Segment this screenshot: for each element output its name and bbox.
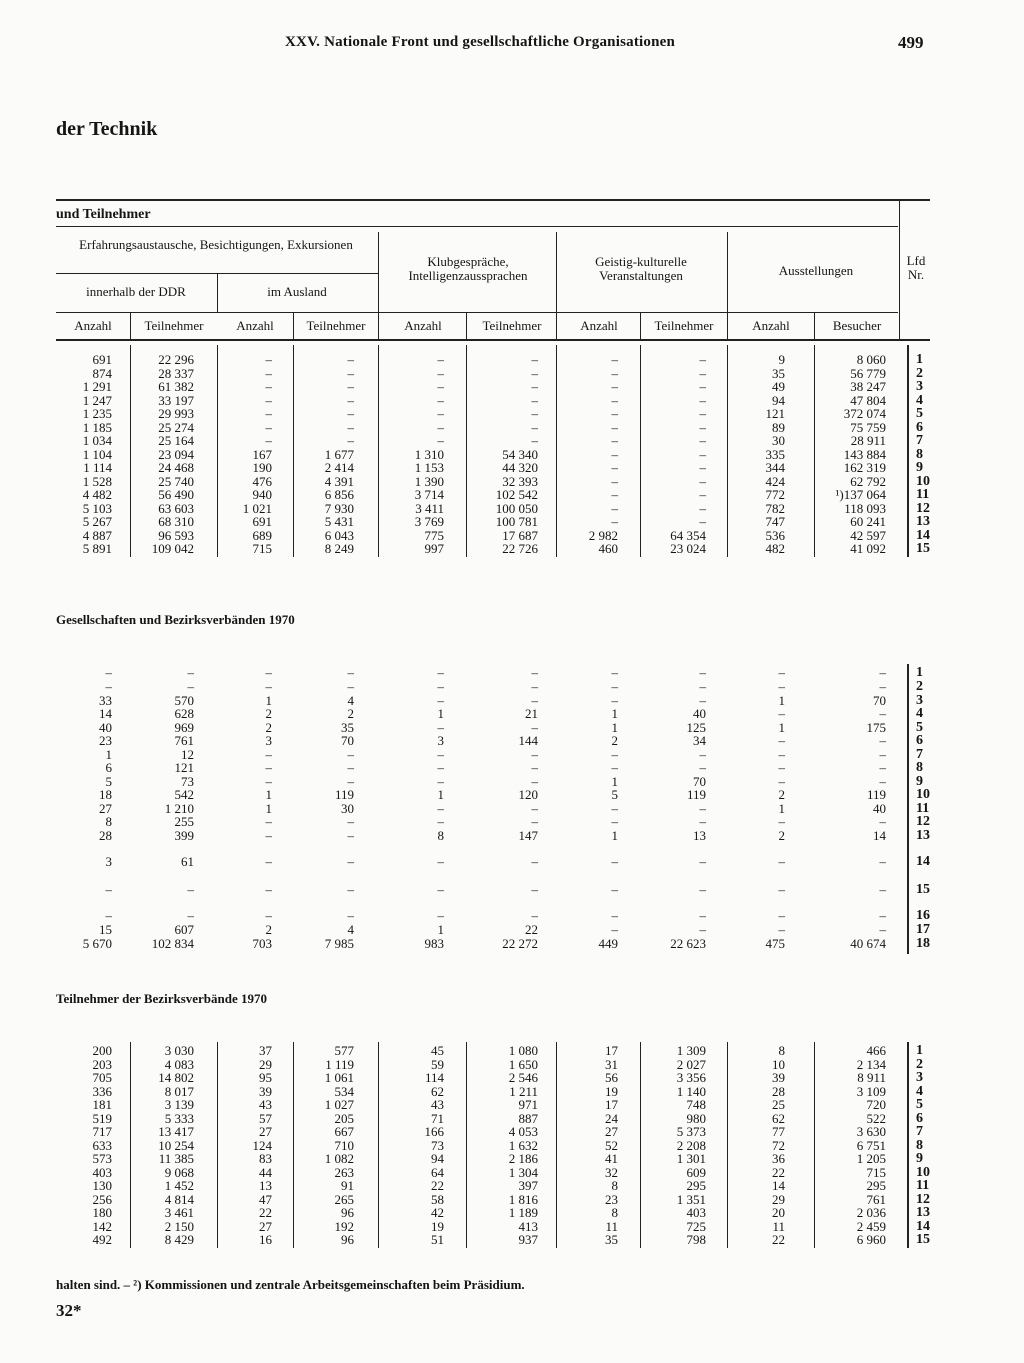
group-separator-3 [727, 232, 728, 340]
s2-cell: 34 [693, 733, 706, 748]
section3-title: Teilnehmer der Bezirksverbände 1970 [56, 991, 268, 1006]
s2-cell: 7 985 [324, 936, 354, 951]
s2-rownum: 8 [916, 760, 923, 775]
s2-cell: – [879, 747, 886, 762]
s3-col-9: 8 10 39 28 25 62 77 72 36 22 14 29 20 11 22 [772, 1043, 785, 1247]
s2-cell: 14 [99, 706, 112, 721]
sheet-signature: 32* [56, 1301, 82, 1320]
s2-cell: 570 [174, 693, 194, 708]
s2-cell: – [611, 882, 618, 897]
s2-cell: – [531, 760, 538, 775]
s2-cell: 255 [174, 814, 194, 829]
s2-cell: – [699, 922, 706, 937]
s2-cell: – [778, 854, 785, 869]
s2-cell: – [778, 665, 785, 680]
col-header-teilnehmer-4: Teilnehmer [654, 318, 714, 333]
s2-cell: 23 [99, 733, 112, 748]
s2-cell: – [437, 814, 444, 829]
s2-cell: – [778, 706, 785, 721]
s2-cell: – [437, 908, 444, 923]
s2-cell: – [437, 854, 444, 869]
s2-cell: – [187, 908, 194, 923]
s2-cell: 1 [611, 706, 618, 721]
s2-cell: – [265, 882, 272, 897]
s2-cell: – [879, 922, 886, 937]
s1-col-anzahl-ausstellung: 9 35 49 94 121 89 30 335 344 424 772 782 747 536 482 [765, 352, 785, 556]
s2-cell: 1 [437, 787, 444, 802]
s1-col-anzahl-kultur: – – – – – – – – – – – – – 2 982 460 [588, 352, 618, 556]
s2-cell: – [437, 747, 444, 762]
s2-cell: – [531, 774, 538, 789]
s2-cell: – [611, 908, 618, 923]
s2-cell: – [699, 854, 706, 869]
s2-cell: 2 [265, 720, 272, 735]
col-header-anzahl-2: Anzahl [236, 318, 274, 333]
s1-col-teilnehmer-ddr: 22 296 28 337 61 382 33 197 29 993 25 274 25 164 23 094 24 468 25 740 56 490 63 603 68 310 96 593 109 042 [151, 352, 194, 556]
s2-cell: – [879, 774, 886, 789]
s2-cell: – [778, 679, 785, 694]
s2-rownum: 9 [916, 774, 923, 789]
s2-cell: 61 [181, 854, 194, 869]
group-separator-1 [378, 232, 379, 340]
s2-rownum: 2 [916, 679, 923, 694]
header-erfahrungsaustausche: Erfahrungsaustausche, Besichtigungen, Exkursionen [79, 237, 353, 252]
s1-col-anzahl-ddr: 691 874 1 291 1 247 1 235 1 185 1 034 1 104 1 114 1 528 4 482 5 103 5 267 4 887 5 891 [82, 352, 112, 556]
s2-cell: – [437, 665, 444, 680]
s2-cell: – [699, 679, 706, 694]
s2-cell: 8 [437, 828, 444, 843]
s2-cell: – [437, 720, 444, 735]
s2-cell: 1 [265, 693, 272, 708]
subheader-rule [56, 312, 898, 313]
s2-cell: – [879, 882, 886, 897]
s2-rownum: 16 [916, 908, 930, 923]
s2-cell: 13 [693, 828, 706, 843]
s2-cell: 1 [611, 774, 618, 789]
s2-cell: 449 [598, 936, 618, 951]
s2-cell: – [265, 774, 272, 789]
s2-cell: – [611, 679, 618, 694]
s2-cell: – [879, 706, 886, 721]
s2-cell: – [778, 733, 785, 748]
s2-cell: – [265, 679, 272, 694]
s2-cell: – [879, 908, 886, 923]
s2-cell: 12 [181, 747, 194, 762]
s2-rownum: 4 [916, 706, 923, 721]
s2-cell: – [105, 665, 112, 680]
col-header-anzahl-5: Anzahl [752, 318, 790, 333]
s2-cell: – [531, 693, 538, 708]
s2-cell: – [531, 908, 538, 923]
s2-cell: – [879, 760, 886, 775]
s2-cell: 3 [105, 854, 112, 869]
s2-cell: 18 [99, 787, 112, 802]
s1-col-anzahl-klub: – – – – – – – 1 310 1 153 1 390 3 714 3 411 3 769 775 997 [414, 352, 444, 556]
s2-cell: 2 [611, 733, 618, 748]
s2-cell: 4 [347, 922, 354, 937]
header-klubgespraeche: Klubgespräche, Intelligenzaussprachen [408, 254, 528, 283]
group1-sub-separator [217, 274, 218, 312]
s2-rownum: 1 [916, 665, 923, 680]
s2-cell: 119 [686, 787, 706, 802]
table-caption: und Teilnehmer [56, 207, 151, 222]
col-header-teilnehmer-3: Teilnehmer [482, 318, 542, 333]
s1-col-teilnehmer-klub: – – – – – – – 54 340 44 320 32 393 102 542 100 050 100 781 17 687 22 726 [495, 352, 538, 556]
s2-cell: 70 [693, 774, 706, 789]
s2-cell: 144 [518, 733, 538, 748]
s2-cell: – [347, 814, 354, 829]
s2-cell: – [699, 801, 706, 816]
s2-cell: – [611, 760, 618, 775]
s2-cell: 1 [437, 706, 444, 721]
col-header-anzahl-1: Anzahl [74, 318, 112, 333]
s2-cell: – [531, 882, 538, 897]
s2-cell: 969 [174, 720, 194, 735]
s3-col-5: 45 59 114 62 43 71 166 73 94 64 22 58 42 19 51 [424, 1043, 444, 1247]
s2-cell: 983 [424, 936, 444, 951]
s2-cell: – [265, 665, 272, 680]
s2-cell: 4 [347, 693, 354, 708]
s1-col-anzahl-ausland: – – – – – – – 167 190 476 940 1 021 691 689 715 [242, 352, 272, 556]
s2-cell: – [265, 828, 272, 843]
s2-cell: 1 [265, 801, 272, 816]
s2-cell: 5 670 [82, 936, 112, 951]
s2-cell: – [347, 854, 354, 869]
s3-col-10: 466 2 134 8 911 3 109 720 522 3 630 6 751 1 205 715 295 761 2 036 2 459 6 960 [856, 1043, 886, 1247]
s2-cell: – [611, 814, 618, 829]
group-separator-2 [556, 232, 557, 340]
s2-cell: – [778, 908, 785, 923]
s2-cell: 30 [341, 801, 354, 816]
s2-cell: 2 [778, 828, 785, 843]
s2-rownum: 13 [916, 828, 930, 843]
s2-cell: 2 [347, 706, 354, 721]
col-header-teilnehmer-2: Teilnehmer [306, 318, 366, 333]
s2-cell: 40 [873, 801, 886, 816]
col-header-besucher: Besucher [832, 318, 882, 333]
s2-cell: 2 [265, 922, 272, 937]
s2-cell: – [347, 774, 354, 789]
s2-rownum: 14 [916, 854, 930, 869]
s2-cell: – [437, 774, 444, 789]
s2-rownum: 15 [916, 882, 930, 897]
running-head: XXV. Nationale Front und gesellschaftliche Organisationen [285, 34, 676, 50]
s2-cell: 175 [866, 720, 886, 735]
s2-cell: – [437, 693, 444, 708]
s2-cell: 2 [265, 706, 272, 721]
s2-cell: 119 [866, 787, 886, 802]
s3-col-8: 1 309 2 027 3 356 1 140 748 980 5 373 2 208 1 301 609 295 1 351 403 725 798 [676, 1043, 706, 1247]
s2-cell: 14 [873, 828, 886, 843]
s2-cell: 628 [174, 706, 194, 721]
s2-cell: 120 [518, 787, 538, 802]
s2-cell: 70 [341, 733, 354, 748]
s2-cell: – [879, 814, 886, 829]
lfd-separator [899, 200, 900, 340]
s2-cell: – [699, 747, 706, 762]
s2-cell: – [105, 679, 112, 694]
s2-cell: – [778, 760, 785, 775]
s2-rownum: 11 [916, 801, 930, 816]
table-top-rule [56, 199, 930, 201]
s2-cell: – [531, 801, 538, 816]
s2-cell: – [778, 922, 785, 937]
s2-cell: – [699, 882, 706, 897]
s3-col-7: 17 31 56 19 17 24 27 52 41 32 8 23 8 11 35 [605, 1043, 618, 1247]
s2-cell: – [265, 908, 272, 923]
s2-cell: 1 [611, 828, 618, 843]
s2-cell: 102 834 [151, 936, 194, 951]
s2-cell: – [347, 760, 354, 775]
s2-cell: – [778, 774, 785, 789]
s2-cell: 6 [105, 760, 112, 775]
s2-cell: – [879, 679, 886, 694]
s2-cell: – [611, 665, 618, 680]
s2-rownum: 6 [916, 733, 923, 748]
page-heading: der Technik [56, 118, 158, 140]
s2-rownum: 7 [916, 747, 923, 762]
s2-cell: 40 [99, 720, 112, 735]
s2-cell: – [105, 908, 112, 923]
s2-cell: – [105, 882, 112, 897]
s2-cell: – [437, 801, 444, 816]
s2-cell: 542 [174, 787, 194, 802]
s2-cell: 1 [778, 720, 785, 735]
s2-cell: 15 [99, 922, 112, 937]
s2-cell: – [531, 747, 538, 762]
s2-cell: 761 [174, 733, 194, 748]
s2-cell: – [699, 760, 706, 775]
s2-rownum: 5 [916, 720, 923, 735]
s2-rownum: 10 [916, 787, 930, 802]
s2-cell: – [778, 814, 785, 829]
s2-cell: 399 [174, 828, 194, 843]
s2-cell: – [347, 908, 354, 923]
header-lfd-nr: Lfd Nr. [906, 253, 926, 282]
s2-cell: 33 [99, 693, 112, 708]
s2-rownum: 3 [916, 693, 923, 708]
s2-cell: – [265, 854, 272, 869]
s2-cell: 1 210 [164, 801, 194, 816]
header-geistig-kulturelle: Geistig-kulturelle Veranstaltungen [595, 254, 687, 283]
s2-rownum: 12 [916, 814, 930, 829]
s2-cell: 73 [181, 774, 194, 789]
s2-cell: – [879, 733, 886, 748]
s2-cell: 22 272 [502, 936, 538, 951]
header-bottom-rule [56, 339, 930, 341]
s3-col-1: 200 203 705 336 181 519 717 633 573 403 130 256 180 142 492 [92, 1043, 112, 1247]
s2-cell: 40 [693, 706, 706, 721]
s2-cell: – [347, 828, 354, 843]
s2-rownum: 17 [916, 922, 930, 937]
s2-rownum: 18 [916, 936, 930, 951]
s2-cell: – [778, 882, 785, 897]
s2-cell: – [611, 922, 618, 937]
caption-rule [56, 226, 898, 227]
s2-cell: – [347, 665, 354, 680]
s2-cell: – [265, 760, 272, 775]
s2-cell: 1 [611, 720, 618, 735]
s2-cell: – [437, 679, 444, 694]
s2-cell: 3 [265, 733, 272, 748]
s2-cell: – [187, 882, 194, 897]
s2-cell: 119 [334, 787, 354, 802]
s3-col-2: 3 030 4 083 14 802 8 017 3 139 5 333 13 417 10 254 11 385 9 068 1 452 4 814 3 461 2 150 8 429 [158, 1043, 194, 1247]
s2-cell: – [699, 814, 706, 829]
s2-cell: – [531, 854, 538, 869]
s2-cell: – [265, 747, 272, 762]
s2-cell: 22 [525, 922, 538, 937]
s3-col-6: 1 080 1 650 2 546 1 211 971 887 4 053 1 632 2 186 1 304 397 1 816 1 189 413 937 [508, 1043, 538, 1247]
col-header-anzahl-4: Anzahl [580, 318, 618, 333]
s3-col-3: 37 29 95 39 43 57 27 124 83 44 13 47 22 27 16 [252, 1043, 272, 1247]
s2-cell: 22 623 [670, 936, 706, 951]
s2-cell: 147 [518, 828, 538, 843]
s2-cell: – [778, 747, 785, 762]
s2-cell: 1 [437, 922, 444, 937]
s2-cell: 125 [686, 720, 706, 735]
s2-cell: 607 [174, 922, 194, 937]
s2-cell: 1 [105, 747, 112, 762]
s2-cell: 5 [611, 787, 618, 802]
s1-rownums: 1 2 3 4 5 6 7 8 9 10 11 12 13 14 15 [916, 352, 930, 556]
s2-cell: 1 [778, 801, 785, 816]
s1-col-teilnehmer-kultur: – – – – – – – – – – – – – 64 354 23 024 [670, 352, 706, 556]
header-innerhalb-ddr: innerhalb der DDR [86, 284, 186, 299]
s2-cell: 121 [174, 760, 194, 775]
page-number: 499 [898, 33, 924, 52]
section2-title: Gesellschaften und Bezirksverbänden 1970 [56, 612, 295, 627]
s2-cell: – [187, 679, 194, 694]
s2-cell: – [699, 665, 706, 680]
s2-cell: 40 674 [850, 936, 886, 951]
header-im-ausland: im Ausland [267, 284, 327, 299]
s2-cell: 21 [525, 706, 538, 721]
s2-cell: – [437, 882, 444, 897]
s3-rownums: 1 2 3 4 5 6 7 8 9 10 11 12 13 14 15 [916, 1043, 930, 1247]
s2-cell: – [531, 720, 538, 735]
s2-cell: – [187, 665, 194, 680]
s2-cell: 2 [778, 787, 785, 802]
s2-cell: 1 [778, 693, 785, 708]
s2-cell: – [611, 693, 618, 708]
s2-cell: – [699, 908, 706, 923]
s2-cell: 3 [437, 733, 444, 748]
s2-cell: – [437, 760, 444, 775]
s2-cell: – [531, 665, 538, 680]
col-header-teilnehmer-1: Teilnehmer [144, 318, 204, 333]
s2-cell: – [347, 747, 354, 762]
s2-cell: – [879, 854, 886, 869]
s2-cell: 8 [105, 814, 112, 829]
s2-cell: 703 [252, 936, 272, 951]
s2-cell: – [611, 747, 618, 762]
s2-cell: – [611, 801, 618, 816]
col-header-anzahl-3: Anzahl [404, 318, 442, 333]
s2-cell: – [347, 679, 354, 694]
s2-cell: 35 [341, 720, 354, 735]
s2-cell: 5 [105, 774, 112, 789]
s2-cell: 70 [873, 693, 886, 708]
s1-col-teilnehmer-ausland: – – – – – – – 1 677 2 414 4 391 6 856 7 930 5 431 6 043 8 249 [324, 352, 354, 556]
s2-cell: – [265, 814, 272, 829]
s2-cell: 1 [265, 787, 272, 802]
s2-cell: – [347, 882, 354, 897]
s2-cell: – [531, 814, 538, 829]
s2-cell: 475 [765, 936, 785, 951]
s3-col-4: 577 1 119 1 061 534 1 027 205 667 710 1 082 263 91 265 96 192 96 [324, 1043, 354, 1247]
footnote: halten sind. – ²) Kommissionen und zentrale Arbeitsgemeinschaften beim Präsidium. [56, 1277, 525, 1292]
s2-cell: – [531, 679, 538, 694]
s1-col-besucher: 8 060 56 779 38 247 47 804 372 074 75 759 28 911 143 884 162 319 62 792 ¹)137 064 118 093 60 241 42 597 41 092 [835, 352, 886, 556]
s2-cell: – [611, 854, 618, 869]
s2-cell: 28 [99, 828, 112, 843]
s2-cell: – [879, 665, 886, 680]
s2-cell: 27 [99, 801, 112, 816]
s2-cell: – [699, 693, 706, 708]
header-ausstellungen: Ausstellungen [778, 263, 854, 278]
